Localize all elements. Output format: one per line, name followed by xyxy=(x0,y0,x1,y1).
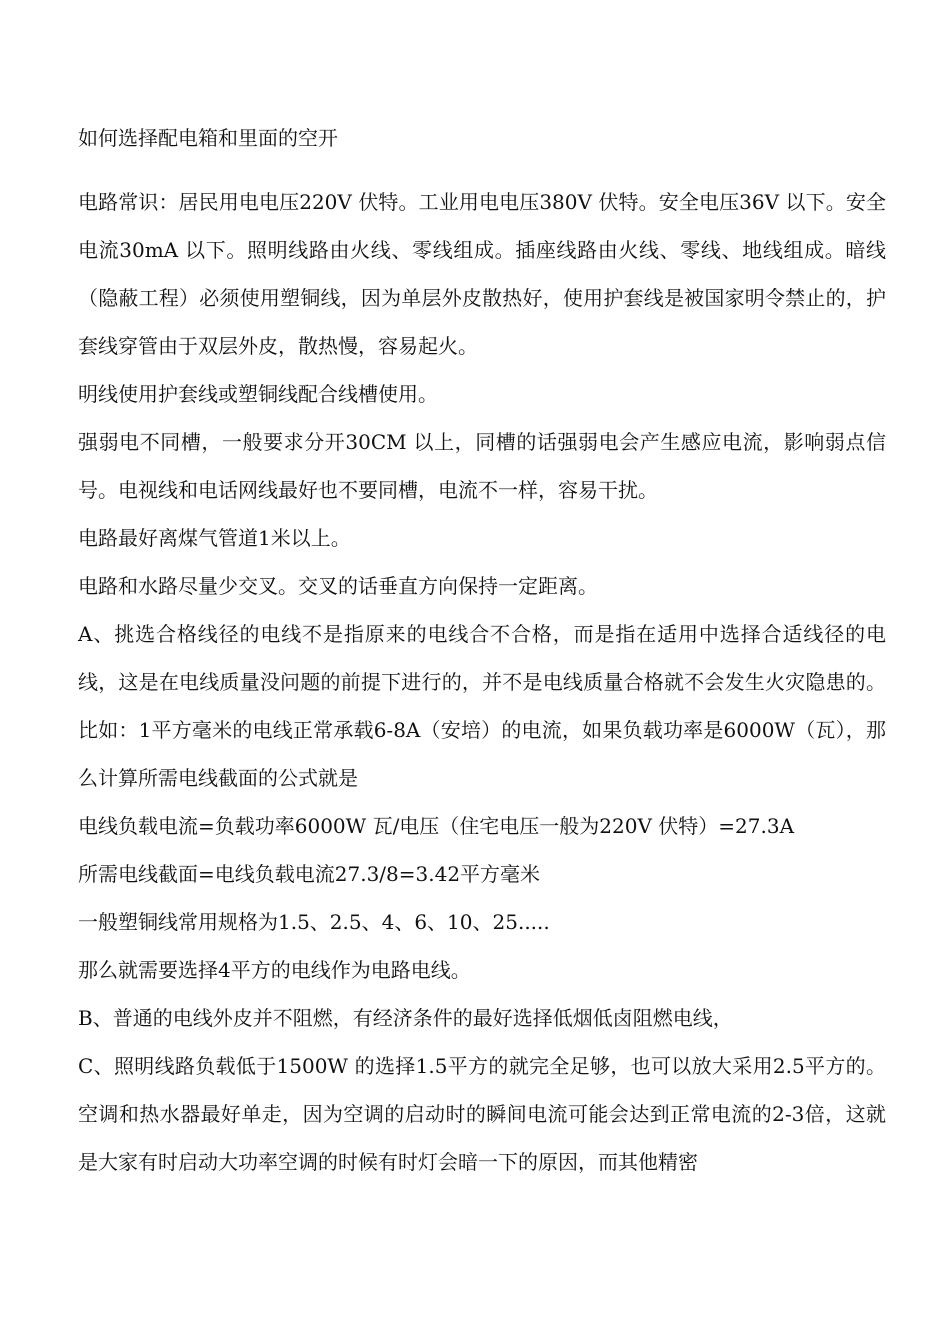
paragraph-surface-wiring: 明线使用护套线或塑铜线配合线槽使用。 xyxy=(78,382,438,406)
paragraph-cross-section-formula: 所需电线截面=电线负载电流27.3/8=3.42平方毫米 xyxy=(78,862,541,886)
paragraph-gas-pipe-distance: 电路最好离煤气管道1米以上。 xyxy=(78,526,351,550)
document-page xyxy=(78,120,886,1186)
paragraph-common-specs: 一般塑铜线常用规格为1.5、2.5、4、6、10、25..... xyxy=(78,910,550,934)
paragraph-section-a: A、挑选合格线径的电线不是指原来的电线合不合格，而是指在适用中选择合适线径的电线，这是在电线质量没问题的前提下进行的，并不是电线质量合格就不会发生火灾隐患的。比如：1平方毫米的电线正常承载6-8A（安培）的电流，如果负载功率是6000W（瓦），那么计算所需电线截面的公式就是 xyxy=(78,622,886,790)
paragraph-strong-weak-current: 强弱电不同槽，一般要求分开30CM 以上，同槽的话强弱电会产生感应电流，影响弱点信号。电视线和电话网线最好也不要同槽，电流不一样，容易干扰。 xyxy=(78,430,886,502)
paragraph-load-current-formula: 电线负载电流=负载功率6000W 瓦/电压（住宅电压一般为220V 伏特）=27.3A xyxy=(78,814,795,838)
paragraph-water-crossing: 电路和水路尽量少交叉。交叉的话垂直方向保持一定距离。 xyxy=(78,574,598,598)
paragraph-selection-result: 那么就需要选择4平方的电线作为电路电线。 xyxy=(78,958,471,982)
paragraph-section-b: B、普通的电线外皮并不阻燃，有经济条件的最好选择低烟低卤阻燃电线， xyxy=(78,1006,733,1030)
paragraph-section-c: C、照明线路负载低于1500W 的选择1.5平方的就完全足够，也可以放大采用2.5平方的。空调和热水器最好单走，因为空调的启动时的瞬间电流可能会达到正常电流的2-3倍，这就是大家有时启动大功率空调的时候有时灯会暗一下的原因，而其他精密 xyxy=(78,1054,886,1174)
document-title: 如何选择配电箱和里面的空开 xyxy=(78,126,338,150)
paragraph-electrical-basics: 电路常识：居民用电电压220V 伏特。工业用电电压380V 伏特。安全电压36V 以下。安全电流30mA 以下。照明线路由火线、零线组成。插座线路由火线、零线、地线组成。暗线（隐蔽工程）必须使用塑铜线，因为单层外皮散热好，使用护套线是被国家明令禁止的，护套线穿管由于双层外皮，散热慢，容易起火。 xyxy=(78,190,886,358)
